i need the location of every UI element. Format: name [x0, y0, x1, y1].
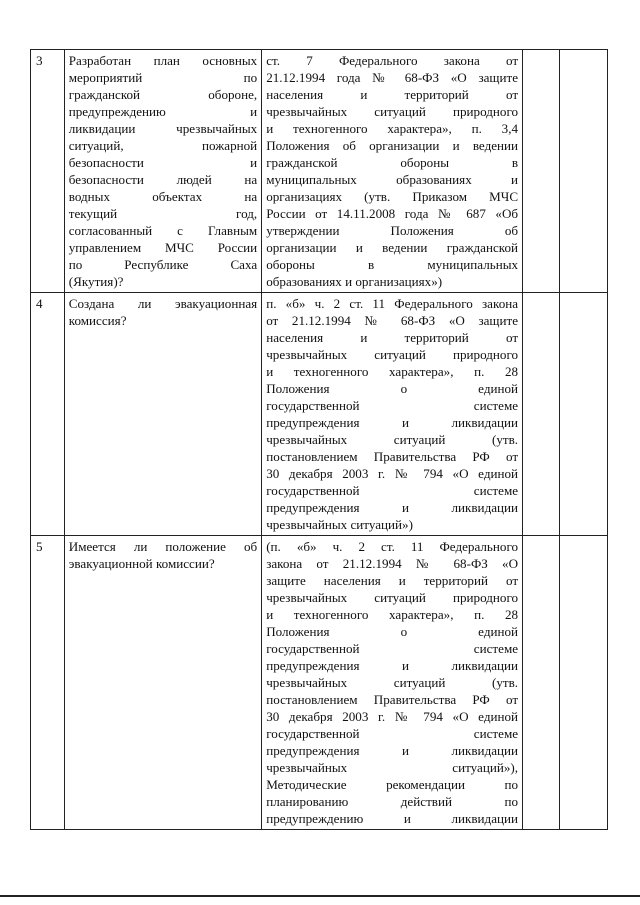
legal-basis-line: ст. 7 Федерального закона от	[266, 53, 519, 68]
legal-basis-line: государственной системе	[266, 398, 519, 413]
legal-basis-line: образованиях и организациях»)	[266, 274, 443, 289]
empty-cell	[523, 293, 560, 536]
legal-basis-line: муниципальных образованиях и	[266, 172, 519, 187]
empty-cell	[523, 536, 560, 830]
legal-basis-line: обороны в муниципальных	[266, 257, 519, 272]
legal-basis-line: постановлением Правительства РФ от	[266, 449, 519, 464]
legal-basis-cell	[262, 50, 523, 293]
legal-basis-line: гражданской обороны в	[266, 155, 519, 170]
empty-cell	[559, 50, 607, 293]
legal-basis-text	[262, 50, 522, 292]
legal-basis-line: Методические рекомендации по	[266, 777, 519, 792]
legal-basis-line: предупреждения и ликвидации	[266, 415, 519, 430]
legal-basis-line: чрезвычайных ситуаций природного	[266, 590, 519, 605]
legal-basis-line: и техногенного характера», п. 3,4	[266, 121, 519, 136]
question-line: мероприятий по	[68, 70, 258, 85]
legal-basis-line: от 21.12.1994 № 68-ФЗ «О защите	[266, 313, 519, 328]
question-line: водных объектах на	[68, 189, 258, 204]
legal-basis-line: населения и территорий от	[266, 87, 519, 102]
legal-basis-line: Положения о единой	[266, 624, 519, 639]
question-line: согласованный с Главным	[68, 223, 258, 238]
question-line: ликвидации чрезвычайных	[68, 121, 258, 136]
legal-basis-line: (п. «б» ч. 2 ст. 11 Федерального	[266, 539, 519, 554]
question-text	[65, 536, 261, 574]
question-line: эвакуационной комиссии?	[68, 556, 215, 571]
legal-basis-line: и техногенного характера», п. 28	[266, 607, 519, 622]
question-line: Разработан план основных	[68, 53, 258, 68]
legal-basis-line: чрезвычайных ситуаций»),	[266, 760, 519, 775]
legal-basis-line: предупреждения и ликвидации	[266, 743, 519, 758]
legal-basis-line: планированию действий по	[266, 794, 519, 809]
row-number-text: 4	[36, 296, 43, 311]
question-line: предупреждению и	[68, 104, 258, 119]
legal-basis-line: и техногенного характера», п. 28	[266, 364, 519, 379]
legal-basis-line: 21.12.1994 года № 68-ФЗ «О защите	[266, 70, 519, 85]
question-line: ситуаций, пожарной	[68, 138, 258, 153]
inspection-table-body	[31, 50, 608, 830]
legal-basis-text	[262, 293, 522, 535]
empty-cell	[523, 50, 560, 293]
row-number	[31, 50, 65, 293]
question-cell	[64, 536, 261, 830]
legal-basis-line: организации и ведении гражданской	[266, 240, 519, 255]
question-text	[65, 293, 261, 331]
question-line: управлением МЧС России	[68, 240, 258, 255]
legal-basis-line: Положения о единой	[266, 381, 519, 396]
legal-basis-line: чрезвычайных ситуаций (утв.	[266, 675, 519, 690]
legal-basis-line: постановлением Правительства РФ от	[266, 692, 519, 707]
question-line: Создана ли эвакуационная	[68, 296, 258, 311]
legal-basis-line: утверждении Положения об	[266, 223, 519, 238]
question-cell	[64, 293, 261, 536]
inspection-table	[30, 49, 608, 830]
legal-basis-cell	[262, 536, 523, 830]
table-row	[31, 50, 608, 293]
empty-cell	[559, 293, 607, 536]
question-line: (Якутия)?	[68, 274, 124, 289]
row-number-text: 5	[36, 539, 43, 554]
question-line: безопасности и	[68, 155, 258, 170]
legal-basis-line: предупреждению и ликвидации	[266, 811, 519, 826]
legal-basis-line: государственной системе	[266, 483, 519, 498]
table-row	[31, 293, 608, 536]
legal-basis-line: чрезвычайных ситуаций»)	[266, 517, 413, 532]
legal-basis-line: защите населения и территорий от	[266, 573, 519, 588]
row-number	[31, 293, 65, 536]
legal-basis-line: России от 14.11.2008 года № 687 «Об	[266, 206, 519, 221]
question-line: Имеется ли положение об	[68, 539, 258, 554]
legal-basis-line: чрезвычайных ситуаций (утв.	[266, 432, 519, 447]
legal-basis-line: организациях (утв. Приказом МЧС	[266, 189, 519, 204]
legal-basis-line: п. «б» ч. 2 ст. 11 Федерального закона	[266, 296, 519, 311]
question-line: текущий год,	[68, 206, 258, 221]
question-line: гражданской обороне,	[68, 87, 258, 102]
legal-basis-cell	[262, 293, 523, 536]
question-cell	[64, 50, 261, 293]
bottom-divider	[0, 895, 640, 897]
question-line: по Республике Саха	[68, 257, 258, 272]
legal-basis-line: закона от 21.12.1994 № 68-ФЗ «О	[266, 556, 519, 571]
empty-cell	[559, 536, 607, 830]
legal-basis-line: 30 декабря 2003 г. № 794 «О единой	[266, 466, 519, 481]
legal-basis-line: 30 декабря 2003 г. № 794 «О единой	[266, 709, 519, 724]
legal-basis-line: Положения об организации и ведении	[266, 138, 519, 153]
row-number-text: 3	[36, 53, 43, 68]
legal-basis-line: предупреждения и ликвидации	[266, 658, 519, 673]
legal-basis-line: государственной системе	[266, 641, 519, 656]
table-row	[31, 536, 608, 830]
question-line: безопасности людей на	[68, 172, 258, 187]
question-text	[65, 50, 261, 292]
legal-basis-line: чрезвычайных ситуаций природного	[266, 347, 519, 362]
legal-basis-line: предупреждения и ликвидации	[266, 500, 519, 515]
question-line: комиссия?	[68, 313, 127, 328]
legal-basis-line: чрезвычайных ситуаций природного	[266, 104, 519, 119]
row-number	[31, 536, 65, 830]
legal-basis-line: государственной системе	[266, 726, 519, 741]
legal-basis-text	[262, 536, 522, 829]
legal-basis-line: населения и территорий от	[266, 330, 519, 345]
